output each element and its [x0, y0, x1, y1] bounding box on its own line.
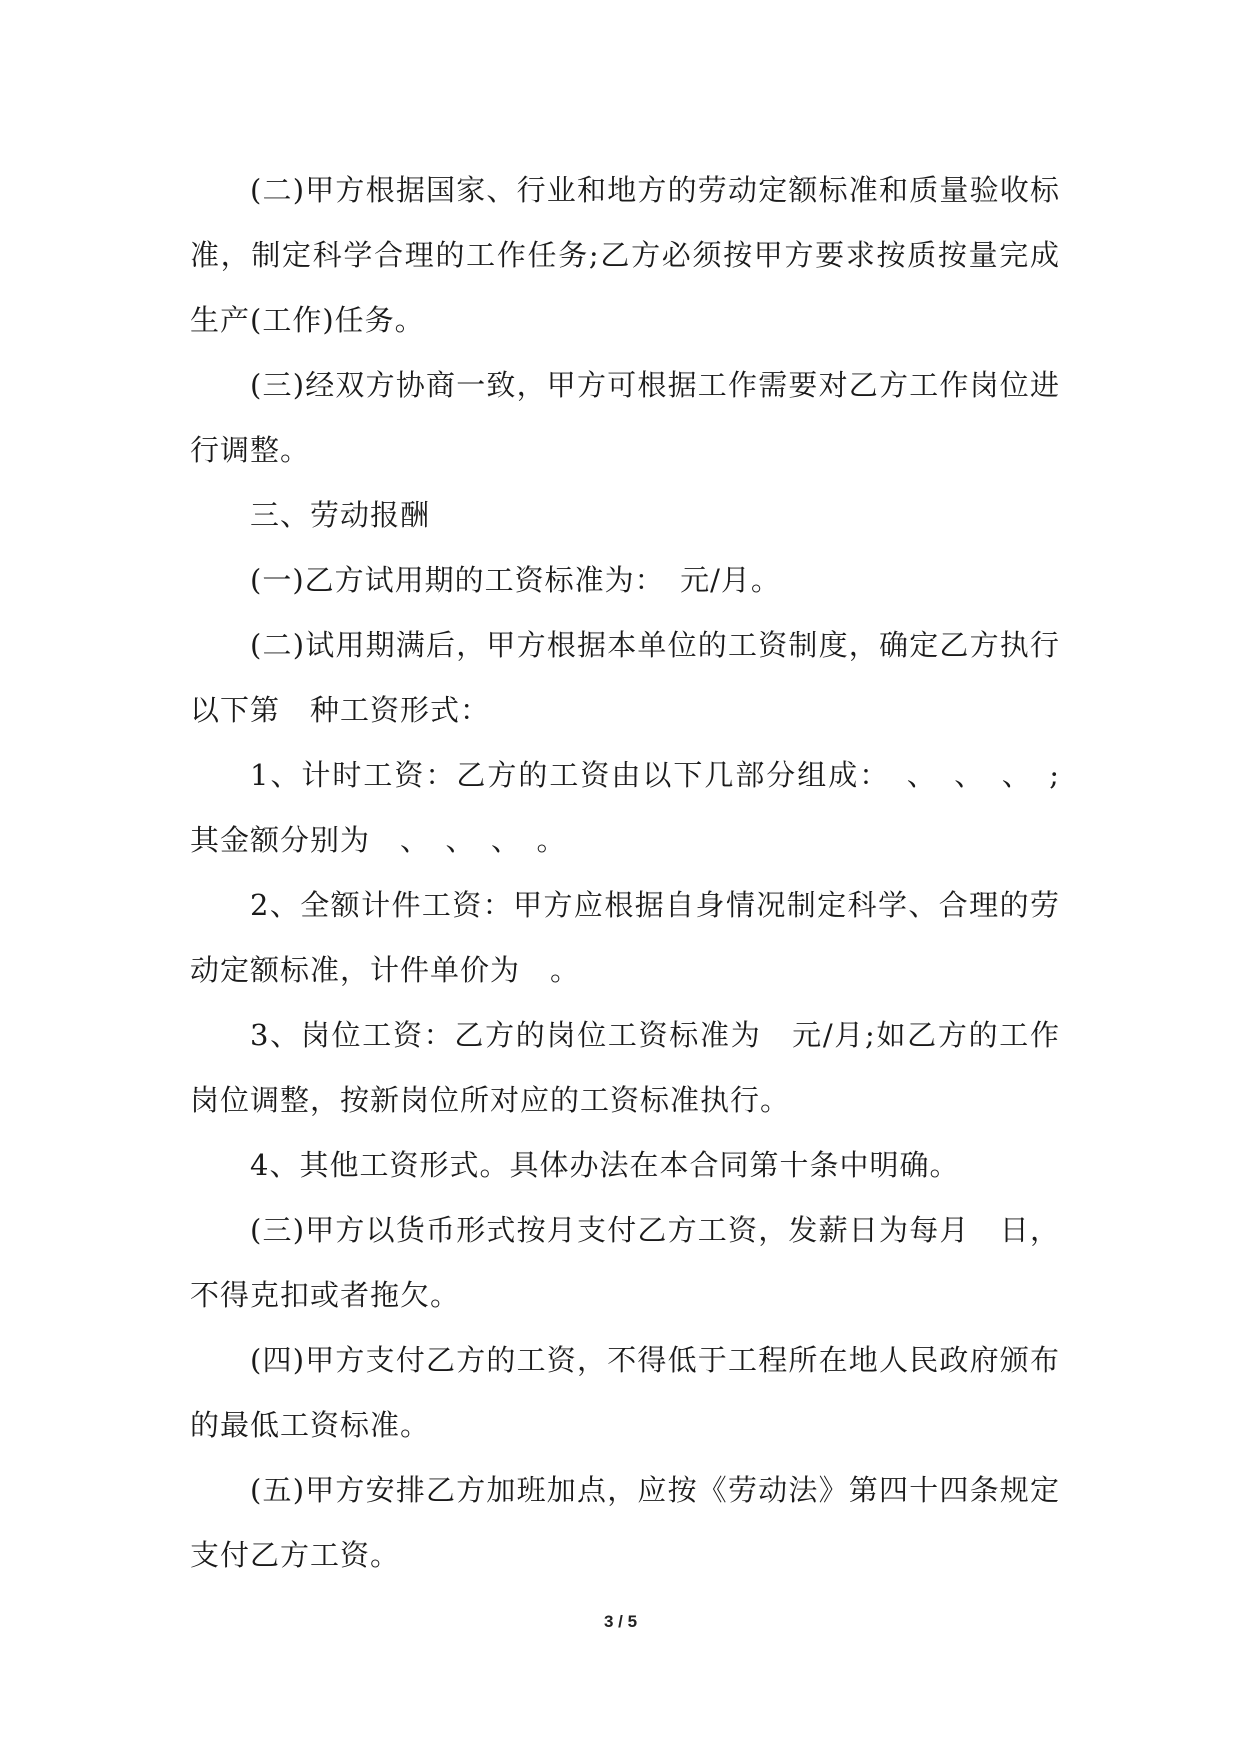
paragraph-position-wage: 3、岗位工资：乙方的岗位工资标准为 元/月;如乙方的工作岗位调整，按新岗位所对应的工资标准执行。 [190, 1018, 1060, 1117]
paragraph-position-adjustment: (三)经双方协商一致，甲方可根据工作需要对乙方工作岗位进行调整。 [190, 368, 1060, 467]
paragraph-payday: (三)甲方以货币形式按月支付乙方工资，发薪日为每月 日，不得克扣或者拖欠。 [190, 1213, 1060, 1312]
page-number: 3 / 5 [603, 1612, 638, 1631]
section-heading-labor-remuneration: 三、劳动报酬 [250, 498, 431, 532]
paragraph-piece-rate-wage: 2、全额计件工资：甲方应根据自身情况制定科学、合理的劳动定额标准，计件单价为 。 [190, 888, 1060, 987]
document-body [190, 158, 1060, 1588]
paragraph-work-quota: (二)甲方根据国家、行业和地方的劳动定额标准和质量验收标准，制定科学合理的工作任务;乙方必须按甲方要求按质按量完成生产(工作)任务。 [190, 173, 1060, 337]
paragraph-salary-form: (二)试用期满后，甲方根据本单位的工资制度，确定乙方执行以下第 种工资形式： [190, 628, 1060, 727]
paragraph-overtime: (五)甲方安排乙方加班加点，应按《劳动法》第四十四条规定支付乙方工资。 [190, 1473, 1060, 1572]
paragraph-hourly-wage: 1、计时工资：乙方的工资由以下几部分组成： 、 、 、 ;其金额分别为 、 、 、 。 [190, 758, 1060, 857]
paragraph-minimum-wage: (四)甲方支付乙方的工资，不得低于工程所在地人民政府颁布的最低工资标准。 [190, 1343, 1060, 1442]
paragraph-other-wage: 4、其他工资形式。具体办法在本合同第十条中明确。 [250, 1148, 960, 1182]
paragraph-probation-salary: (一)乙方试用期的工资标准为： 元/月。 [250, 563, 781, 597]
